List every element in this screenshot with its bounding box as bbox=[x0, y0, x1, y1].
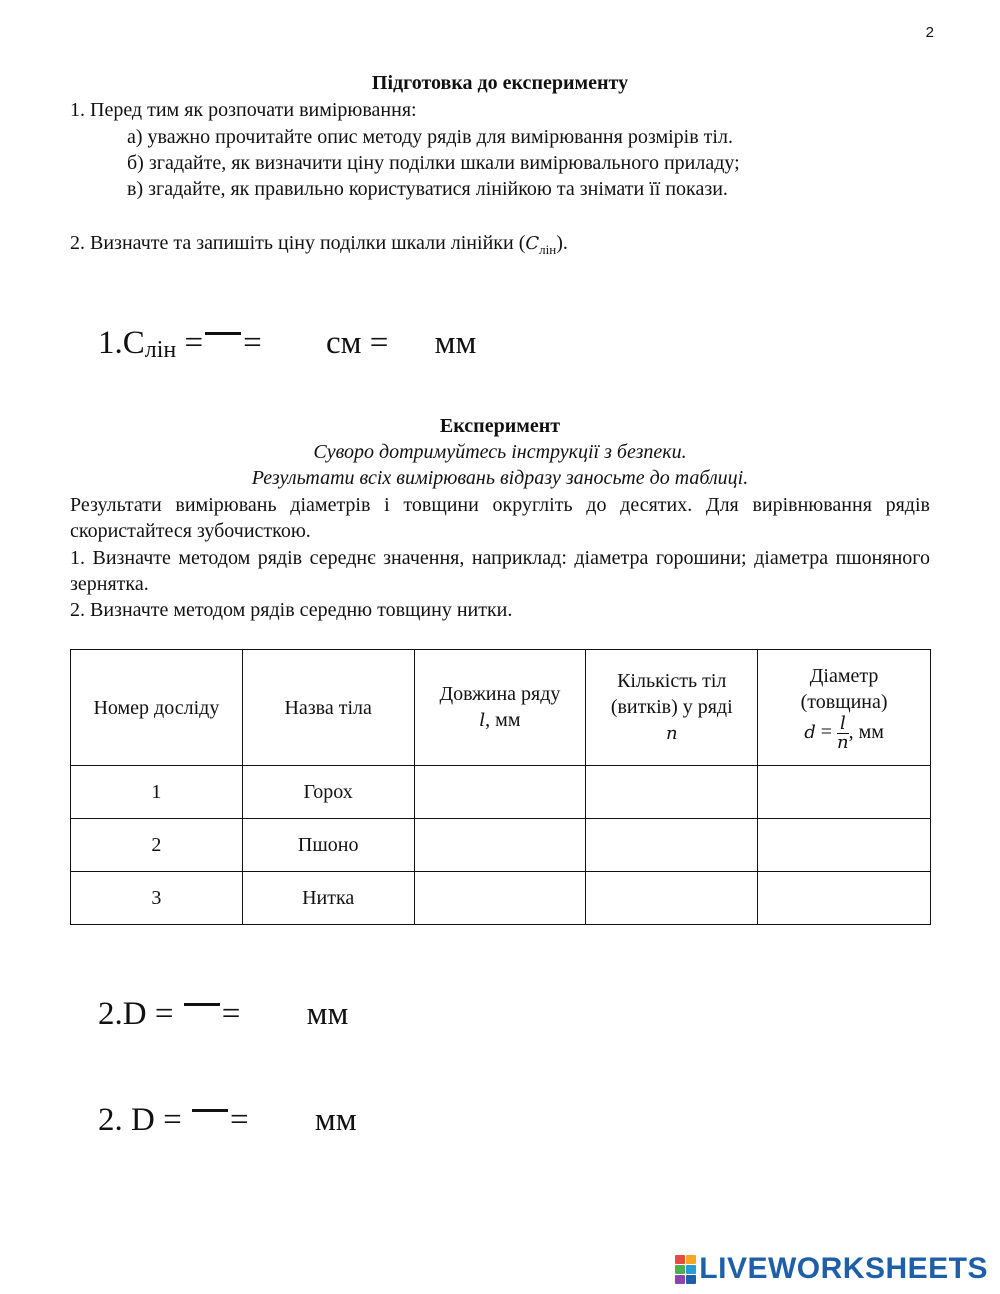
logo-square bbox=[686, 1255, 696, 1264]
header-body-count-line2: (витків) у ряді bbox=[610, 696, 733, 718]
header-body-name: Назва тіла bbox=[242, 650, 414, 766]
header-diameter-denominator: n bbox=[837, 732, 849, 753]
formula3-eq: = bbox=[229, 1102, 249, 1138]
formula2-unit: мм bbox=[306, 996, 349, 1032]
header-diameter-line2: (товщина) bbox=[800, 691, 888, 713]
formula1-number: 1. bbox=[98, 325, 123, 361]
header-diameter bbox=[758, 650, 931, 766]
liveworksheets-logo-icon bbox=[675, 1255, 695, 1283]
prep-step1-intro: 1. Перед тим як розпочати вимірювання: bbox=[70, 99, 417, 121]
cell-trial-number: 2 bbox=[71, 819, 243, 872]
header-body-count-var: n bbox=[665, 723, 678, 744]
formula-d-pea bbox=[98, 996, 348, 1033]
cell-body-name: Нитка bbox=[242, 872, 414, 925]
formula3-number: 2. bbox=[98, 1102, 123, 1138]
results-table bbox=[70, 649, 931, 925]
header-row-length-label: Довжина ряду bbox=[439, 683, 561, 705]
formula1-sub: лін bbox=[144, 337, 177, 363]
logo-square bbox=[675, 1275, 685, 1284]
header-trial-number: Номер досліду bbox=[71, 650, 243, 766]
formula1-unit-cm: см = bbox=[326, 325, 389, 361]
formula2-symbol: D = bbox=[122, 996, 174, 1032]
prep-step2-text: 2. Визначте та запишіть ціну поділки шкали лінійки ( bbox=[70, 232, 526, 254]
table-row bbox=[71, 819, 931, 872]
formula3-unit: мм bbox=[314, 1102, 357, 1138]
cell-diameter-input[interactable] bbox=[758, 766, 931, 819]
header-body-count-line1: Кількість тіл bbox=[617, 670, 727, 692]
prep-step2-close: ). bbox=[556, 232, 568, 254]
formula-c-lin bbox=[98, 325, 476, 364]
formula1-fraction-bar bbox=[205, 332, 241, 335]
cell-body-count-input[interactable] bbox=[586, 872, 758, 925]
cell-row-length-input[interactable] bbox=[414, 819, 586, 872]
logo-square bbox=[686, 1275, 696, 1284]
header-row-length-unit: , мм bbox=[485, 709, 521, 731]
logo-square bbox=[675, 1255, 685, 1264]
experiment-para-step2: 2. Визначте методом рядів середню товщину нитки. bbox=[70, 599, 513, 621]
formula2-fraction-bar bbox=[184, 1003, 220, 1006]
table-header-row bbox=[71, 650, 931, 766]
formula1-unit-mm: мм bbox=[434, 325, 477, 361]
experiment-heading: Експеримент bbox=[439, 415, 561, 437]
liveworksheets-logo bbox=[675, 1252, 988, 1286]
header-diameter-line1: Діаметр bbox=[809, 665, 879, 687]
prep-step1-item-a: а) уважно прочитайте опис методу рядів для вимірювання розмірів тіл. bbox=[127, 126, 733, 148]
formula1-eq2: = bbox=[243, 325, 262, 361]
prep-step1-item-c: в) згадайте, як правильно користуватися лінійкою та знімати її покази. bbox=[127, 178, 728, 200]
table-row bbox=[71, 872, 931, 925]
logo-square bbox=[675, 1265, 685, 1274]
cell-diameter-input[interactable] bbox=[758, 819, 931, 872]
formula3-fraction-bar bbox=[192, 1109, 228, 1112]
formula3-symbol: D = bbox=[131, 1102, 182, 1138]
prep-step2-sub: лін bbox=[539, 242, 557, 257]
formula1-eq1: = bbox=[184, 325, 204, 361]
header-diameter-numerator: l bbox=[837, 715, 849, 734]
formula2-number: 2. bbox=[98, 996, 123, 1032]
cell-row-length-input[interactable] bbox=[414, 766, 586, 819]
experiment-para-step1: 1. Визначте методом рядів середнє значення, наприклад: діаметра горошини; діаметра пшоняного зернятка. bbox=[70, 547, 930, 595]
header-diameter-var: d bbox=[804, 722, 816, 744]
cell-trial-number: 3 bbox=[71, 872, 243, 925]
header-diameter-fraction bbox=[837, 715, 849, 752]
cell-body-name: Пшоно bbox=[242, 819, 414, 872]
cell-body-count-input[interactable] bbox=[586, 766, 758, 819]
prep-step2-symbol: C bbox=[525, 233, 540, 254]
header-row-length-var: l bbox=[479, 710, 486, 731]
header-diameter-unit: , мм bbox=[848, 721, 884, 744]
experiment-para-rounding: Результати вимірювань діаметрів і товщини округліть до десятих. Для вирівнювання рядів скористайтеся зубочисткою. bbox=[70, 494, 930, 542]
formula2-eq: = bbox=[221, 996, 241, 1032]
cell-row-length-input[interactable] bbox=[414, 872, 586, 925]
formula1-symbol: C bbox=[122, 325, 145, 361]
header-body-count bbox=[586, 650, 758, 766]
experiment-safety-note: Суворо дотримуйтесь інструкції з безпеки. bbox=[313, 441, 687, 463]
logo-square bbox=[686, 1265, 696, 1274]
cell-trial-number: 1 bbox=[71, 766, 243, 819]
cell-diameter-input[interactable] bbox=[758, 872, 931, 925]
header-row-length bbox=[414, 650, 586, 766]
prep-step2 bbox=[70, 230, 568, 263]
liveworksheets-logo-text: LIVEWORKSHEETS bbox=[699, 1252, 988, 1285]
formula-d-millet bbox=[98, 1102, 357, 1139]
experiment-record-note: Результати всіх вимірювань відразу заносьте до таблиці. bbox=[251, 467, 749, 489]
table-row bbox=[71, 766, 931, 819]
header-diameter-eq: = bbox=[820, 721, 833, 744]
page-number: 2 bbox=[925, 24, 934, 41]
cell-body-name: Горох bbox=[242, 766, 414, 819]
prep-heading: Підготовка до експерименту bbox=[371, 72, 629, 94]
cell-body-count-input[interactable] bbox=[586, 819, 758, 872]
prep-step1-item-b: б) згадайте, як визначити ціну поділки шкали вимірювального приладу; bbox=[127, 152, 740, 174]
